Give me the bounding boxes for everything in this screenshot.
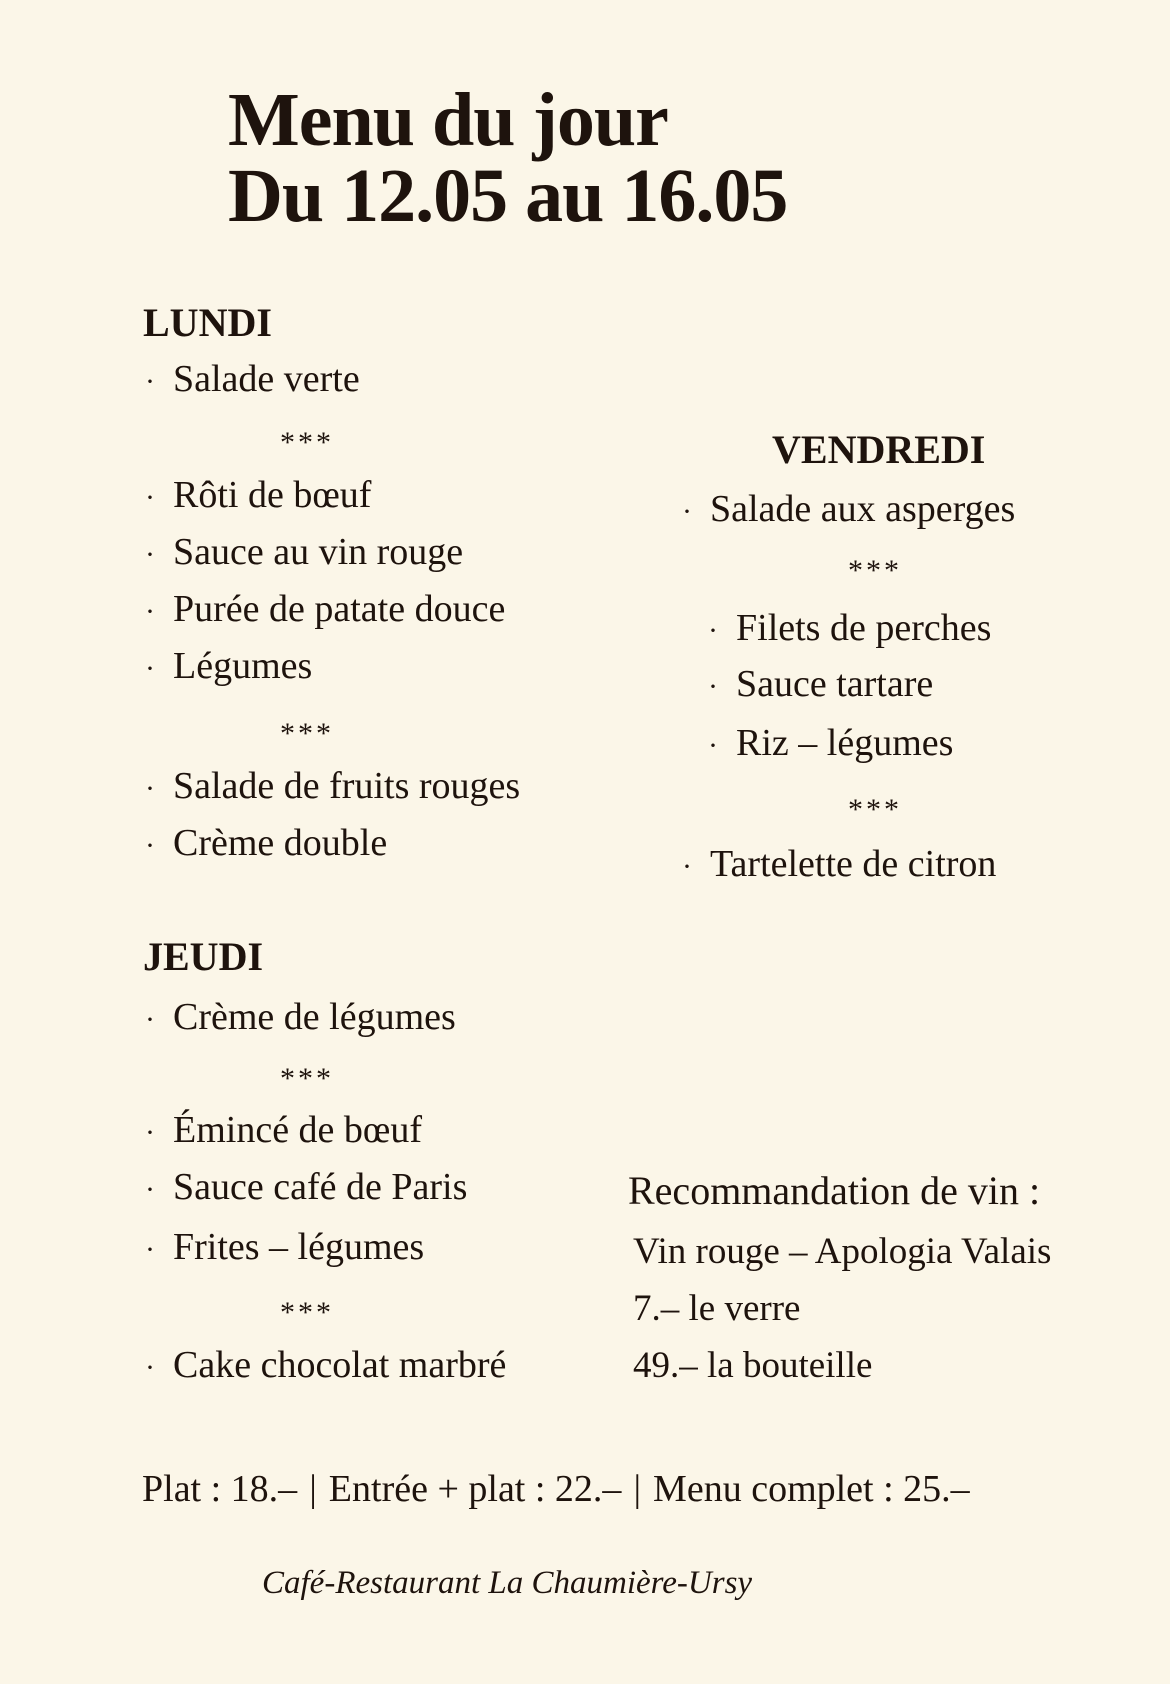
wine-name: Vin rouge – Apologia Valais xyxy=(633,1231,1052,1272)
course-separator: *** xyxy=(848,793,902,826)
price-plat: Plat : 18.– xyxy=(142,1468,298,1510)
price-entree-plat: Entrée + plat : 22.– xyxy=(328,1468,622,1510)
price-divider: | xyxy=(309,1468,317,1510)
menu-item: · Frites – légumes xyxy=(145,1226,425,1268)
course-separator: *** xyxy=(280,1062,334,1095)
price-menu-complet: Menu complet : 25.– xyxy=(653,1468,970,1510)
menu-item: · Rôti de bœuf xyxy=(145,474,372,516)
course-separator: *** xyxy=(280,717,334,750)
menu-item: · Salade verte xyxy=(145,358,360,400)
menu-item: · Émincé de bœuf xyxy=(145,1109,423,1151)
menu-item: · Salade de fruits rouges xyxy=(145,765,521,807)
day-heading-lundi: LUNDI xyxy=(143,300,272,345)
menu-title: Menu du jour xyxy=(228,78,668,162)
menu-item: · Sauce tartare xyxy=(708,663,934,705)
menu-item: · Tartelette de citron xyxy=(682,843,997,885)
menu-item: · Crème de légumes xyxy=(145,996,456,1038)
menu-item: · Riz – légumes xyxy=(708,722,954,764)
wine-recommendation-title: Recommandation de vin : xyxy=(628,1168,1041,1213)
menu-item: · Cake chocolat marbré xyxy=(145,1344,507,1386)
menu-date-range: Du 12.05 au 16.05 xyxy=(228,154,788,238)
day-heading-vendredi: VENDREDI xyxy=(772,427,986,472)
menu-item: · Sauce café de Paris xyxy=(145,1166,468,1208)
wine-bottle-price: 49.– la bouteille xyxy=(633,1345,873,1386)
price-list xyxy=(142,1470,970,1508)
menu-item: · Crème double xyxy=(145,822,388,864)
restaurant-name: Café-Restaurant La Chaumière-Ursy xyxy=(262,1565,753,1601)
menu-item: · Purée de patate douce xyxy=(145,588,506,630)
course-separator: *** xyxy=(280,1296,334,1329)
course-separator: *** xyxy=(848,554,902,587)
price-divider: | xyxy=(633,1468,642,1510)
course-separator: *** xyxy=(280,426,334,459)
day-heading-jeudi: JEUDI xyxy=(143,934,264,979)
menu-item: · Salade aux asperges xyxy=(682,488,1016,530)
wine-glass-price: 7.– le verre xyxy=(633,1288,801,1329)
menu-item: · Sauce au vin rouge xyxy=(145,531,464,573)
menu-item: · Légumes xyxy=(145,645,313,687)
menu-item: · Filets de perches xyxy=(708,607,992,649)
